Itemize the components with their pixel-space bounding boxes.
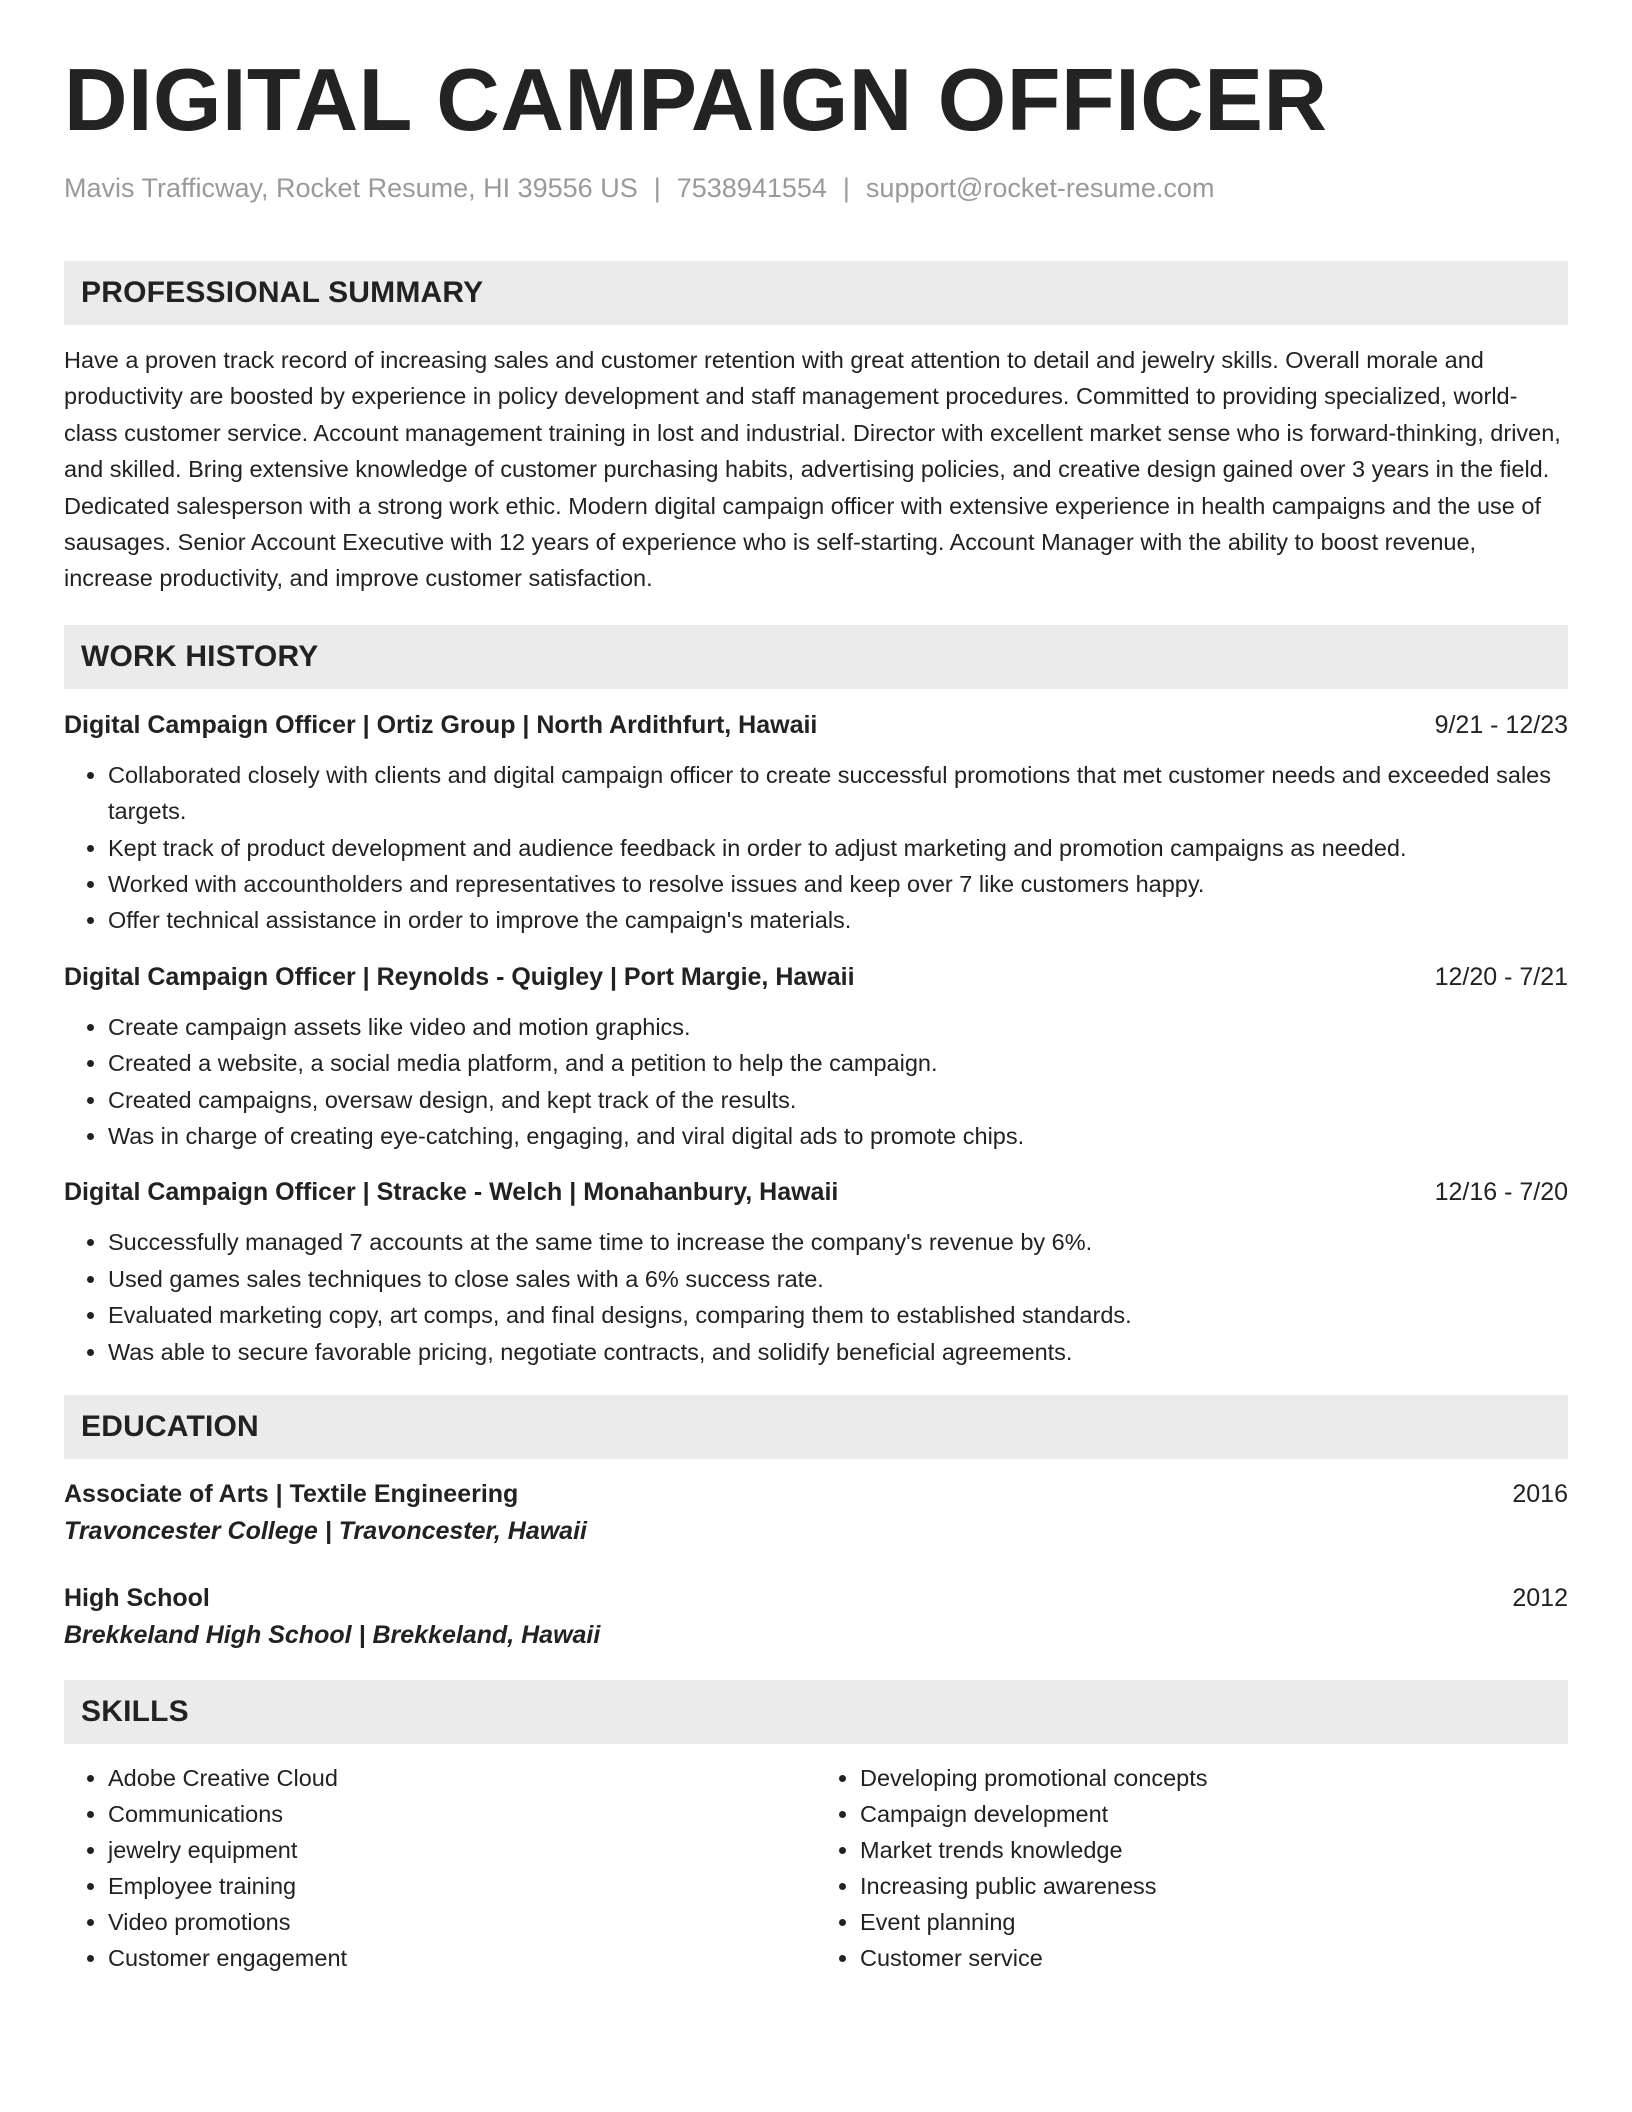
job-bullet: • Was able to secure favorable pricing, negotiate contracts, and solidify beneficial agreements. [108, 1334, 1568, 1370]
section-header-skills: SKILLS [64, 1680, 1568, 1744]
contact-phone: 7538941554 [676, 172, 827, 203]
skills-column-left [64, 1760, 816, 1976]
contact-address: Mavis Trafficway, Rocket Resume, HI 39556 US [64, 172, 638, 203]
skill-item: • Developing promotional concepts [860, 1760, 1568, 1796]
education-school: Travoncester College | Travoncester, Hawaii [64, 1517, 587, 1546]
job-bullet: • Successfully managed 7 accounts at the same time to increase the company's revenue by 6%. [108, 1224, 1568, 1260]
job-entry [64, 959, 1568, 1155]
job-bullet: • Collaborated closely with clients and digital campaign officer to create successful promotions that met customer needs and exceeded sales targets. [108, 757, 1568, 830]
job-bullets [64, 1224, 1568, 1370]
section-header-summary: PROFESSIONAL SUMMARY [64, 261, 1568, 325]
job-dates: 9/21 - 12/23 [1434, 710, 1568, 739]
contact-email: support@rocket-resume.com [865, 172, 1215, 203]
section-header-work-history: WORK HISTORY [64, 625, 1568, 689]
education-school: Brekkeland High School | Brekkeland, Hawaii [64, 1621, 601, 1650]
contact-line [64, 171, 1568, 206]
education-year: 2016 [1512, 1480, 1568, 1509]
candidate-name: DIGITAL CAMPAIGN OFFICER [64, 50, 1328, 149]
skill-item: • Video promotions [108, 1904, 816, 1940]
job-header [64, 707, 1568, 743]
job-bullets [64, 1009, 1568, 1155]
skill-item: • Event planning [860, 1904, 1568, 1940]
job-bullet: • Kept track of product development and audience feedback in order to adjust marketing and promotion campaigns as needed. [108, 830, 1568, 866]
job-header [64, 1174, 1568, 1210]
job-title: Digital Campaign Officer | Stracke - Welch | Monahanbury, Hawaii [64, 1178, 839, 1207]
skills-list [64, 1760, 1568, 1976]
summary-text: Have a proven track record of increasing sales and customer retention with great attention to detail and jewelry skills. Overall morale and productivity are boosted by experience in policy development and staff management procedures. Committed to providing specialized, world-class customer service. Account management training in lost and industrial. Director with excellent market sense who is forward-thinking, driven, and skilled. Bring extensive knowledge of customer purchasing habits, advertising policies, and creative design gained over 3 years in the field. Dedicated salesperson with a strong work ethic. Modern digital campaign officer with extensive experience in health campaigns and the use of sausages. Senior Account Executive with 12 years of experience who is self-starting. Account Manager with the ability to boost revenue, increase productivity, and improve customer satisfaction. [64, 346, 1561, 592]
skill-item: • jewelry equipment [108, 1832, 816, 1868]
contact-separator: | [842, 172, 850, 203]
education-year: 2012 [1512, 1584, 1568, 1613]
skill-item: • Adobe Creative Cloud [108, 1760, 816, 1796]
education-header [64, 1580, 1568, 1616]
job-bullet: • Was in charge of creating eye-catching, engaging, and viral digital ads to promote chips. [108, 1118, 1568, 1154]
skill-item: • Communications [108, 1796, 816, 1832]
job-bullet: • Create campaign assets like video and motion graphics. [108, 1009, 1568, 1045]
education-entry [64, 1476, 1568, 1550]
job-header [64, 959, 1568, 995]
job-dates: 12/16 - 7/20 [1434, 1178, 1568, 1207]
job-title: Digital Campaign Officer | Reynolds - Quigley | Port Margie, Hawaii [64, 962, 855, 991]
job-title: Digital Campaign Officer | Ortiz Group | North Ardithfurt, Hawaii [64, 710, 818, 739]
skill-item: • Employee training [108, 1868, 816, 1904]
job-bullet: • Created campaigns, oversaw design, and kept track of the results. [108, 1082, 1568, 1118]
education-entry [64, 1580, 1568, 1654]
skill-item: • Customer service [860, 1940, 1568, 1976]
job-bullets [64, 757, 1568, 939]
education-degree: High School [64, 1584, 210, 1613]
skill-item: • Market trends knowledge [860, 1832, 1568, 1868]
education-degree: Associate of Arts | Textile Engineering [64, 1480, 519, 1509]
job-entry [64, 707, 1568, 939]
education-header [64, 1476, 1568, 1512]
skill-item: • Campaign development [860, 1796, 1568, 1832]
job-entry [64, 1174, 1568, 1370]
job-bullet: • Offer technical assistance in order to improve the campaign's materials. [108, 902, 1568, 938]
contact-separator: | [653, 172, 661, 203]
job-bullet: • Used games sales techniques to close sales with a 6% success rate. [108, 1261, 1568, 1297]
job-bullet: • Worked with accountholders and representatives to resolve issues and keep over 7 like customers happy. [108, 866, 1568, 902]
job-dates: 12/20 - 7/21 [1434, 962, 1568, 991]
job-bullet: • Created a website, a social media platform, and a petition to help the campaign. [108, 1045, 1568, 1081]
skills-column-right [816, 1760, 1568, 1976]
skill-item: • Customer engagement [108, 1940, 816, 1976]
job-bullet: • Evaluated marketing copy, art comps, and final designs, comparing them to established standards. [108, 1297, 1568, 1333]
skill-item: • Increasing public awareness [860, 1868, 1568, 1904]
section-header-education: EDUCATION [64, 1395, 1568, 1459]
